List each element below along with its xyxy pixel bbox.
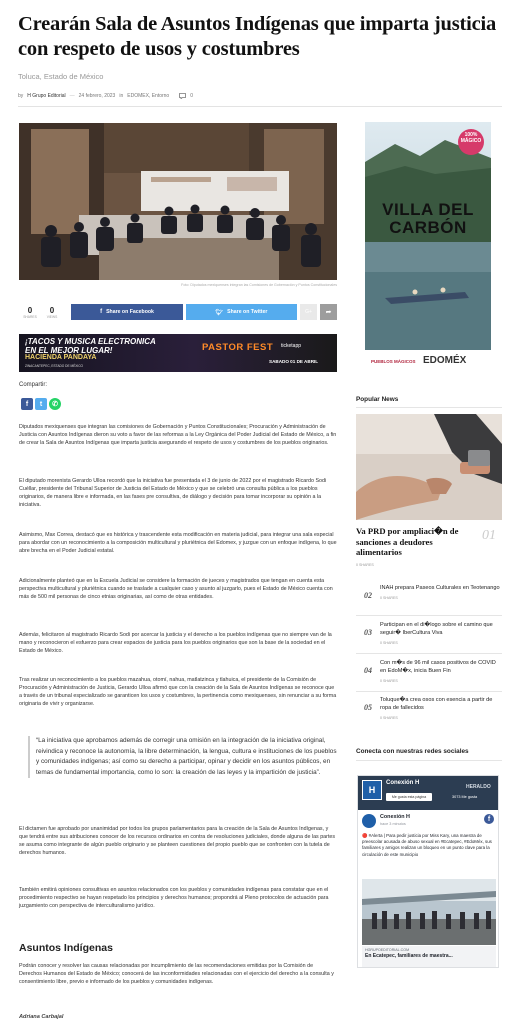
paragraph-5: Además, felicitaron al magistrado Ricardo Sodi por acercar la justicia y el derecho a los pueblos indígenas que no siempre van de la mano y reconocieron el esfuerzo para crear espacios de justicia para los pueblos originarios que son la base de la sociedad en el Estado de México. — [19, 632, 332, 655]
ad-logo-pueblos: PUEBLOS MÁGICOS — [371, 359, 416, 364]
share-twitter-button[interactable] — [186, 304, 297, 320]
popular-item-shares: 0 SHARES — [380, 715, 398, 720]
paragraph-4: Adicionalmente planteó que en la Escuela Judicial se considere la formación de jueces y magistrados que tengan en cuenta esta perspectiva multicultural y pluriétnica cuando se traslade a cualquier caso y asunto al juzgarlo, pues el Estado de México cuenta con más de 500 mil personas de cinco etnias originarias, así como de otras entidades. — [19, 578, 333, 601]
fb-followers: 3073 Me gusta — [452, 795, 478, 799]
post-author[interactable]: Conexión H — [380, 814, 410, 820]
twitter-icon: 🐦︎ — [215, 309, 224, 316]
paragraph-1: Diputados mexiquenses que integran las comisiones de Gobernación y Puntos Constitucionales; Procuración y Administración de Justicia con Asuntos Indígenas dieron su voto a favor de las reformas a la Ley Orgánica del Poder Judicial del Estado de México, a fin de crear la Sala de Asuntos Indígenas que imparta justicia asegurando el respeto de usos y costumbres de los pueblos originarios. — [19, 424, 337, 447]
photo-caption: Foto: Diputados mexiquenses integran las Comisiones de Gobernación y Puntos Constitucionales — [181, 283, 337, 287]
page-avatar: H — [362, 780, 382, 800]
social-divider — [356, 760, 502, 761]
post-text: 🔴 #Alerta | Para pedir justicia por Miss Kary, una maestra de preescolar acusada de abuso sexual en #Ecatepec, #EdoMéx, sus familiares y amigos realizan un bloqueo en un punto clave para la circulación de este municipio — [362, 833, 492, 857]
ad-badge: 100% MÁGICO — [460, 132, 482, 144]
popular-divider — [356, 407, 502, 408]
post-image[interactable] — [362, 879, 496, 945]
article-subtitle: Toluca, Estado de México — [18, 72, 104, 81]
popular-item[interactable] — [356, 585, 502, 605]
popular-item[interactable] — [356, 660, 502, 685]
fb-brand-right: HERALDO — [466, 784, 491, 790]
fb-like-button[interactable]: Me gusta esta página — [386, 793, 432, 801]
ad-line1: VILLA DEL — [382, 200, 474, 219]
facebook-page-widget[interactable] — [357, 775, 499, 968]
article-meta: by H Grupo Editorial — 24 febrero, 2023 in EDOMEX, Entorno 0 — [18, 93, 193, 99]
banner-line2: HACIENDA PANDAYA — [25, 354, 97, 361]
category-links[interactable]: EDOMEX, Entorno — [127, 93, 170, 99]
in-label: in — [119, 93, 124, 99]
ad-line2: CARBÓN — [389, 218, 467, 237]
post-avatar — [362, 814, 376, 828]
post-time: hace 3 minutos — [380, 822, 406, 826]
whatsapp-icon[interactable]: ✆ — [49, 398, 61, 410]
article-date: 24 febrero, 2023 — [78, 93, 116, 99]
popular-item-shares: 0 SHARES — [380, 640, 398, 645]
section-heading: Asuntos Indígenas — [19, 942, 113, 954]
popular-item-text[interactable]: Toluque�a crea osos con esencia a partir de ropa de fallecidos — [380, 697, 493, 711]
fb-page-name[interactable]: Conexión H — [386, 780, 420, 786]
popular-item[interactable] — [356, 697, 502, 722]
article-signature: Adriana Carbajal — [19, 1014, 64, 1020]
popular-item-divider — [356, 653, 502, 654]
banner-date: SABADO 01 DE ABRIL — [269, 359, 319, 364]
sidebar-ad-villa-del-carbon[interactable] — [365, 122, 491, 375]
paragraph-8: También emitirá opiniones consultivas en asuntos relacionados con los pueblos y comunidades indígenas para constatar que en el procedimiento respectivo se hayan respetado los principios y derechos humanos; propondrá al Pleno protocolos de actuación para juzgamiento con perspectiva de interculturalismo jurídico. — [19, 887, 329, 910]
banner-line1: ¡TACOS Y MUSICA ELECTRONICA — [25, 337, 156, 346]
share-facebook-button[interactable] — [71, 304, 183, 320]
twitter-icon[interactable]: t — [35, 398, 47, 410]
article-title: Crearán Sala de Asuntos Indígenas que imparta justicia con respeto de usos y costumbres — [18, 13, 497, 60]
popular-featured-shares: 0 SHARES — [356, 563, 374, 567]
header-divider — [18, 106, 502, 107]
share-bar — [19, 303, 337, 321]
popular-news-title: Popular News — [356, 396, 399, 403]
comment-count[interactable]: 0 — [190, 93, 193, 99]
popular-item-number: 05 — [364, 702, 372, 712]
shares-counter: 0 SHARES — [23, 305, 37, 319]
author-link[interactable]: H Grupo Editorial — [27, 93, 66, 99]
article-photo — [19, 123, 337, 280]
popular-item-shares: 0 SHARES — [380, 595, 398, 600]
comment-icon[interactable] — [179, 93, 186, 99]
link-title[interactable]: En Ecatepec, familiares de maestra... — [365, 953, 453, 959]
popular-item-number: 02 — [364, 590, 372, 600]
share-more-button[interactable] — [320, 304, 337, 320]
share-twitter-label: Share on Twitter — [227, 309, 268, 315]
ad-logo-edomex: EDOMÉX — [423, 355, 467, 366]
share-arrow-icon: ➦ — [325, 309, 332, 316]
facebook-icon: f — [100, 309, 103, 315]
paragraph-3: Asimismo, Max Correa, destacó que es histórica y trascendente esta modificación en materia judicial, para integrar una sala especial para abordar con un reconocimiento a la composición multicultural y pluriétnica del Edomex, y juzgue con un enfoque indígena, lo que abre brecha en el Poder Judicial estatal. — [19, 532, 337, 555]
pull-quote: “La iniciativa que aprobamos además de corregir una omisión en la integración de la iniciativa original, reivindica y reconoce la autonomía, la libre determinación, la lengua, cultura e instituciones de los pueblos y comunidades indígenas; así como su derecho a participar, opinar y decidir en los asuntos públicos, en temas de fundamental importancia, como lo son: la creación de las leyes y la impartición de justicia”. — [28, 736, 337, 778]
social-section-title: Conecta con nuestras redes sociales — [356, 748, 469, 755]
paragraph-9: Podrán conocer y resolver las causas relacionadas por incumplimiento de las recomendaciones emitidas por la Comisión de Derechos Humanos del Estado de México; conocerá de las inconformidades relacionadas con el ejercicio del derecho a la consulta y consentimiento libre, previo e informado de los pueblos y comunidades indígenas. — [19, 963, 334, 986]
popular-item-text[interactable]: Con m�s de 96 mil casos positivos de COVID en EdoM�x, inicia Buen Fin — [380, 660, 496, 674]
banner-line1b: EN EL MEJOR LUGAR! — [25, 346, 113, 355]
popular-item-number: 04 — [364, 665, 372, 675]
popular-item-text[interactable]: INAH prepara Paseos Culturales en Teotenango — [380, 585, 500, 591]
ad-banner-pastor-fest[interactable] — [19, 334, 337, 372]
compartir-label: Compartir: — [19, 382, 48, 388]
popular-item-shares: 0 SHARES — [380, 678, 398, 683]
popular-featured-number: 01 — [482, 528, 496, 543]
social-share-icons — [21, 398, 61, 410]
popular-item[interactable] — [356, 622, 502, 647]
banner-brand: PASTOR FEST — [202, 342, 274, 353]
facebook-icon[interactable]: f — [21, 398, 33, 410]
link-domain: HGRUPOEDITORIAL.COM — [365, 948, 410, 952]
paragraph-2: El diputado morenista Gerardo Ulloa recordó que la iniciativa fue presentada el 3 de junio de 2022 por el magistrado Ricardo Sodi Cuéllar, presidente del Tribunal Superior de Justicia del Estado de México y que se celebró una consulta pública a los pueblos originarios, de manera libre e informada, en las fases pre consultiva, de diálogo y decisión para tomar incorporar su opinión a la iniciativa. — [19, 478, 327, 509]
share-google-button[interactable] — [300, 304, 317, 320]
banner-line3: ZINACANTEPEC, ESTADO DE MÉXICO — [25, 364, 84, 368]
author-prefix: by — [18, 93, 24, 99]
banner-ticket: ticketapp — [281, 343, 302, 349]
facebook-icon: f — [484, 814, 494, 824]
popular-item-number: 03 — [364, 627, 372, 637]
views-counter: 0 VIEWS — [46, 305, 58, 319]
share-facebook-label: Share on Facebook — [106, 309, 154, 315]
popular-featured-image[interactable] — [356, 414, 502, 520]
google-plus-icon: G+ — [305, 309, 312, 315]
paragraph-6: Tras realizar un reconocimiento a los pueblos mazahua, otomí, nahua, matlatzinca y tlahuica, el presidente de la Comisión de Procuración y Administración de Justicia, Gerardo Ulloa afirmó que con la creación de la Sala de Asuntos Indígenas se reconoce que a través de un tribunal especializado se garanticen los usos y costumbres, la pertinencia como mexiquenses, sin renunciar a su forma originaria de vivir y organizarse. — [19, 677, 337, 708]
popular-featured-headline[interactable]: Va PRD por ampliaci�n de sanciones a deudores alimentarios — [356, 526, 459, 557]
popular-item-divider — [356, 691, 502, 692]
popular-item-text[interactable]: Participan en el di�logo sobre el camino que seguir� IberCultura Viva — [380, 622, 493, 636]
paragraph-7: El dictamen fue aprobado por unanimidad por todos los grupos parlamentarios para la creación de la Sala de Asuntos Indígenas, y que tendrá entre sus atribuciones conocer de los recursos ordinarios en contra de resoluciones judiciales, donde alguna de las partes se asuma como integrante de algún pueblo originario y se planteen cuestiones del propio pueblo que se confronten con la tutela de derechos humanos. — [19, 826, 336, 857]
popular-item-divider — [356, 615, 502, 616]
